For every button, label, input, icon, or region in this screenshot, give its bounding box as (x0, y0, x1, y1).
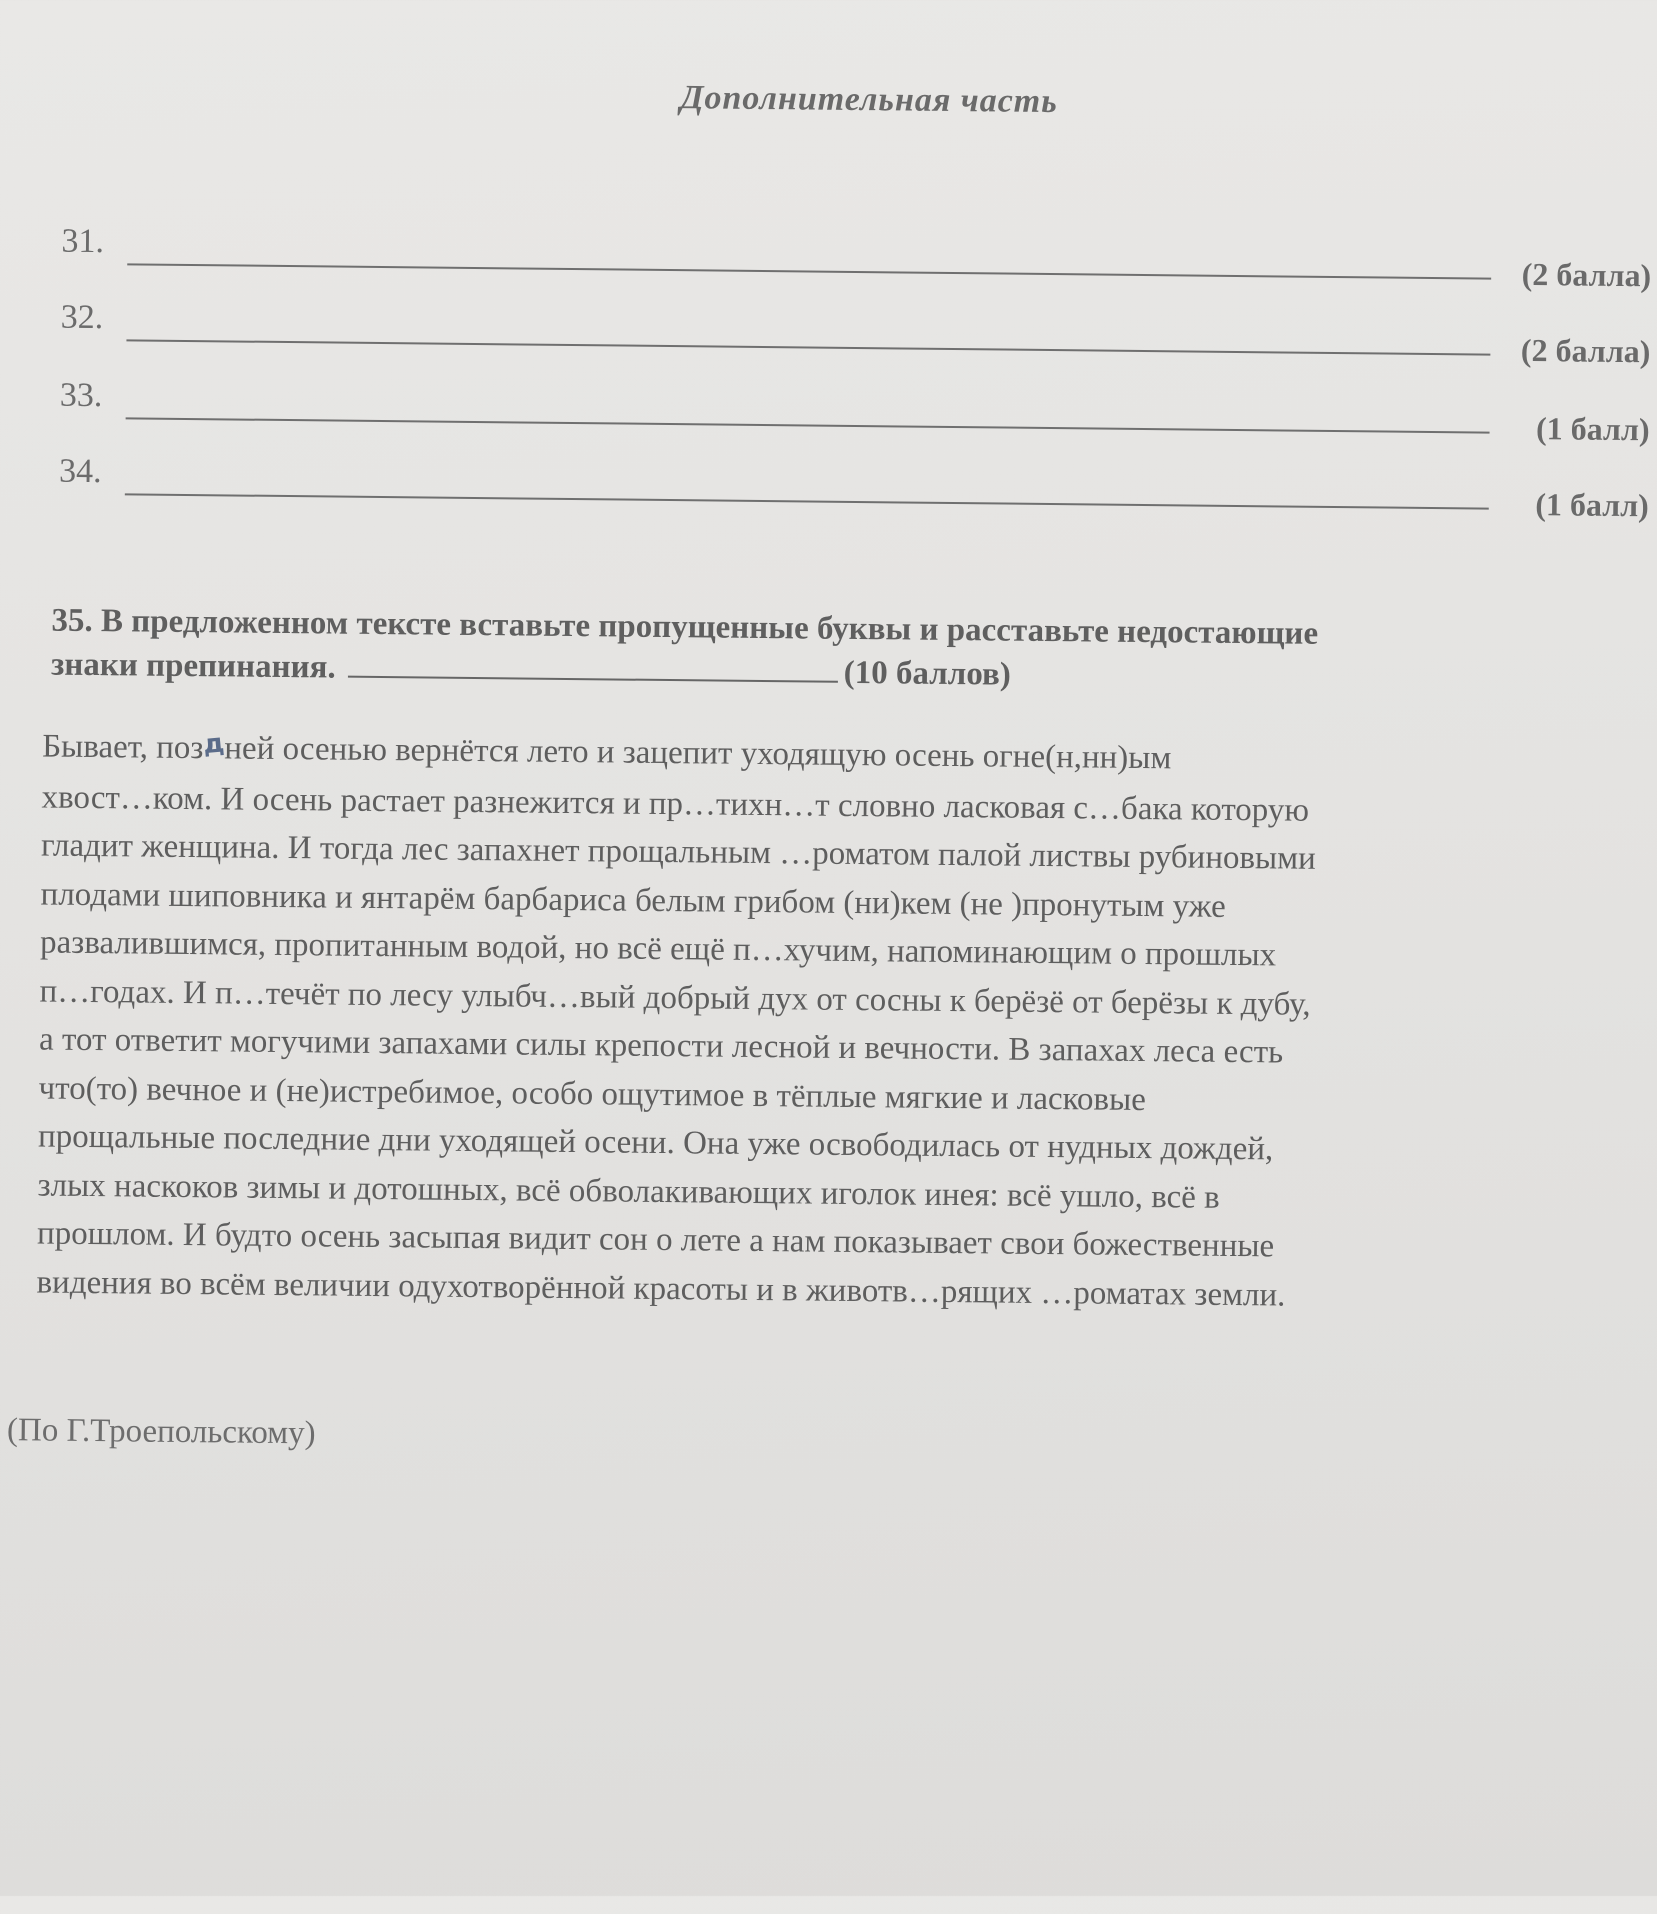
section-title: Дополнительная часть (680, 79, 1058, 121)
passage-line: п…годах. И п…течёт по лесу улыбч…вый добрый дух от сосны к берёзё от берёзы к дубу, (39, 972, 1311, 1023)
passage-line: а тот ответит могучими запахами силы крепости лесной и вечности. В запахах леса есть (38, 1021, 1284, 1071)
answer-number: 31. (61, 222, 105, 261)
handwritten-mark: д (202, 728, 226, 761)
answer-blank[interactable] (126, 417, 1490, 433)
answer-line-34 (58, 452, 1649, 524)
task-35-instruction-cont: знаки препинания. (50, 646, 336, 686)
answer-number: 34. (58, 452, 102, 491)
task-35-points: (10 баллов) (843, 654, 1011, 693)
passage-line: прошлом. И будто осень засыпая видит сон о лете а нам показывает свои божественные (36, 1215, 1275, 1265)
task-35-blank[interactable] (348, 648, 838, 683)
answer-blank[interactable] (127, 263, 1491, 279)
passage-fragment: Бывает, поз (41, 728, 204, 767)
task-35-instruction: 35. В предложенном тексте вставьте пропущенные буквы и расставьте недостающие (51, 602, 1319, 652)
answer-points: (1 балл) (1535, 486, 1649, 524)
passage-text (36, 722, 1642, 1323)
answer-points: (1 балл) (1535, 410, 1650, 448)
answer-line-33 (59, 376, 1650, 448)
answer-blank[interactable] (126, 339, 1490, 355)
passage-line: злых наскоков зимы и дотошных, всё обволакивающих иголок инея: всё ушло, всё в (37, 1166, 1220, 1216)
passage-fragment: ней осенью вернётся лето и зацепит уходящую осень огне(н,нн)ым (224, 730, 1172, 777)
source-attribution: (По Г.Троепольскому) (6, 1412, 316, 1452)
answer-line-32 (60, 298, 1651, 370)
answer-number: 32. (60, 298, 104, 337)
passage-line: что(то) вечное и (не)истребимое, особо ощутимое в тёплые мягкие и ласковые (38, 1069, 1147, 1118)
answer-points: (2 балла) (1520, 331, 1651, 370)
passage-line: плодами шиповника и янтарём барбариса белым грибом (ни)кем (не )пронутым уже (40, 875, 1226, 925)
passage-line: хвост…ком. И осень растает разнежится и пр…тихн…т словно ласковая с…бака которую (41, 778, 1310, 829)
answer-points: (2 балла) (1521, 255, 1652, 294)
task-35 (51, 599, 1652, 704)
passage-line: развалившимся, пропитанным водой, но всё ещё п…хучим, напоминающим о прошлых (39, 924, 1277, 974)
answer-number: 33. (59, 376, 103, 415)
answer-line-31 (61, 222, 1652, 294)
passage-line: прощальные последние дни уходящей осени. Она уже освободилась от нудных дождей, (37, 1118, 1274, 1168)
answer-blank[interactable] (125, 493, 1489, 509)
passage-line: гладит женщина. И тогда лес запахнет прощальным …роматом палой листвы рубиновыми (40, 827, 1316, 877)
passage-line: видения во всём величии одухотворённой красоты и в животв…рящих …роматах земли. (36, 1263, 1286, 1314)
